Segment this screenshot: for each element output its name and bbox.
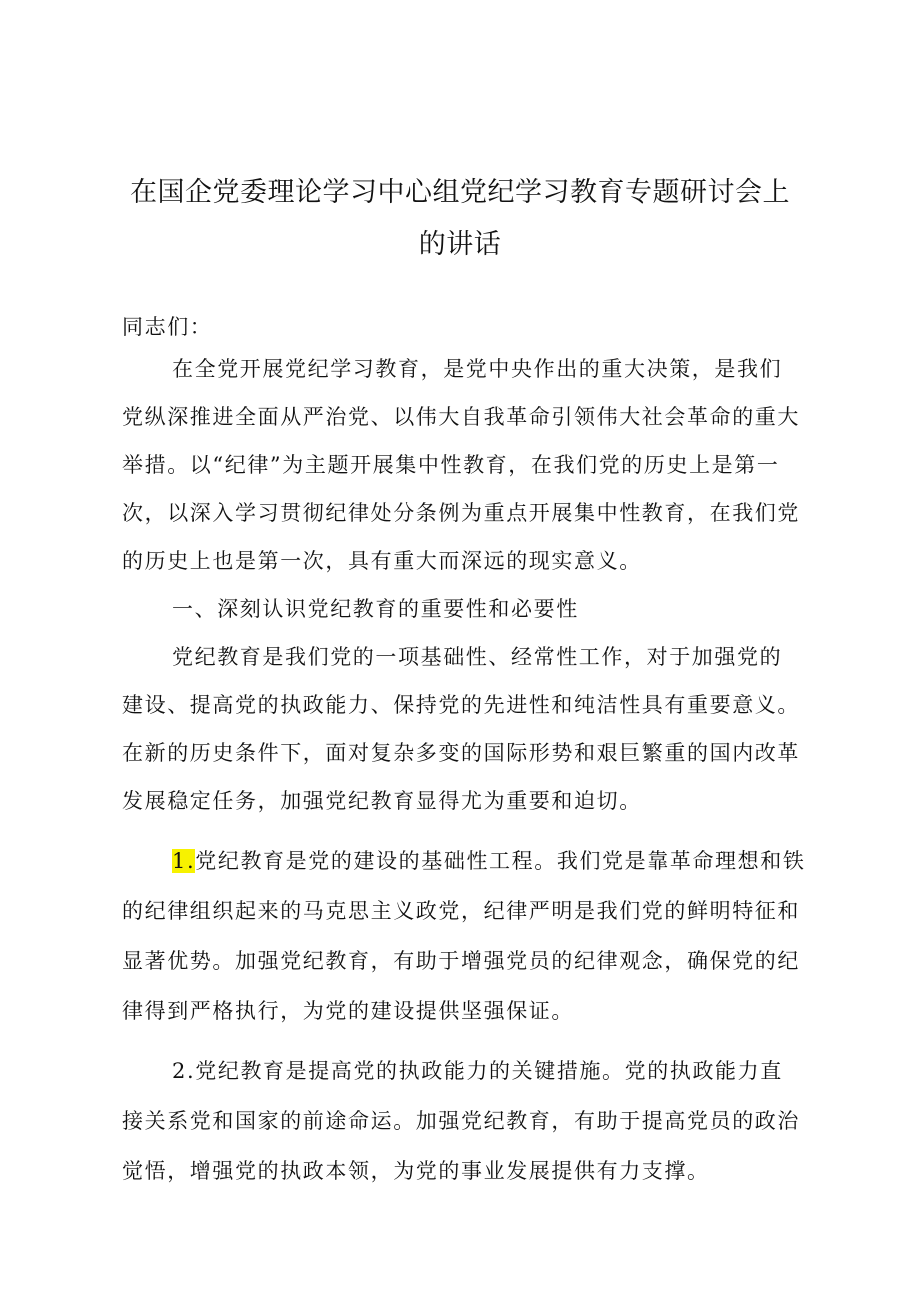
document-title-line-2: 的讲话 — [418, 229, 502, 260]
intro-line-5: 的历史上也是第一次，具有重大而深远的现实意义。 — [122, 549, 642, 573]
salutation: 同志们： — [122, 315, 213, 339]
point-1-line-3: 显著优势。加强党纪教育，有助于增强党员的纪律观念，确保党的纪 — [122, 949, 800, 973]
section-1-heading: 一、深刻认识党纪教育的重要性和必要性 — [172, 597, 579, 621]
section-1-line-3: 在新的历史条件下，面对复杂多变的国际形势和艰巨繁重的国内改革 — [122, 741, 800, 765]
point-2-line-1 — [172, 1056, 802, 1086]
point-1-line-4: 律得到严格执行，为党的建设提供坚强保证。 — [122, 999, 574, 1023]
point-1-line-1 — [172, 846, 806, 876]
intro-line-2: 党纵深推进全面从严治党、以伟大自我革命引领伟大社会革命的重大 — [122, 405, 800, 429]
point-1-text: 党纪教育是党的建设的基础性工程。我们党是靠革命理想和铁 — [195, 849, 806, 873]
point-1-line-2: 的纪律组织起来的马克思主义政党，纪律严明是我们党的鲜明特征和 — [122, 899, 800, 923]
point-1-number: 1. — [172, 849, 196, 873]
section-1-line-2: 建设、提高党的执政能力、保持党的先进性和纯洁性具有重要意义。 — [122, 693, 800, 717]
section-1-line-1: 党纪教育是我们党的一项基础性、经常性工作，对于加强党的 — [172, 645, 783, 669]
point-2-line-2: 接关系党和国家的前途命运。加强党纪教育，有助于提高党员的政治 — [122, 1109, 800, 1133]
intro-line-1: 在全党开展党纪学习教育，是党中央作出的重大决策，是我们 — [172, 357, 783, 381]
intro-line-3: 举措。以“纪律”为主题开展集中性教育，在我们党的历史上是第一 — [122, 453, 780, 477]
document-title-line-1: 在国企党委理论学习中心组党纪学习教育专题研讨会上 — [130, 177, 790, 208]
point-2-line-3: 觉悟，增强党的执政本领，为党的事业发展提供有力支撑。 — [122, 1159, 710, 1183]
intro-line-4: 次，以深入学习贯彻纪律处分条例为重点开展集中性教育，在我们党 — [122, 501, 800, 525]
point-2-number: 2 — [172, 1059, 187, 1083]
point-2-text: .党纪教育是提高党的执政能力的关键措施。党的执政能力直 — [186, 1059, 783, 1083]
section-1-line-4: 发展稳定任务，加强党纪教育显得尤为重要和迫切。 — [122, 789, 642, 813]
